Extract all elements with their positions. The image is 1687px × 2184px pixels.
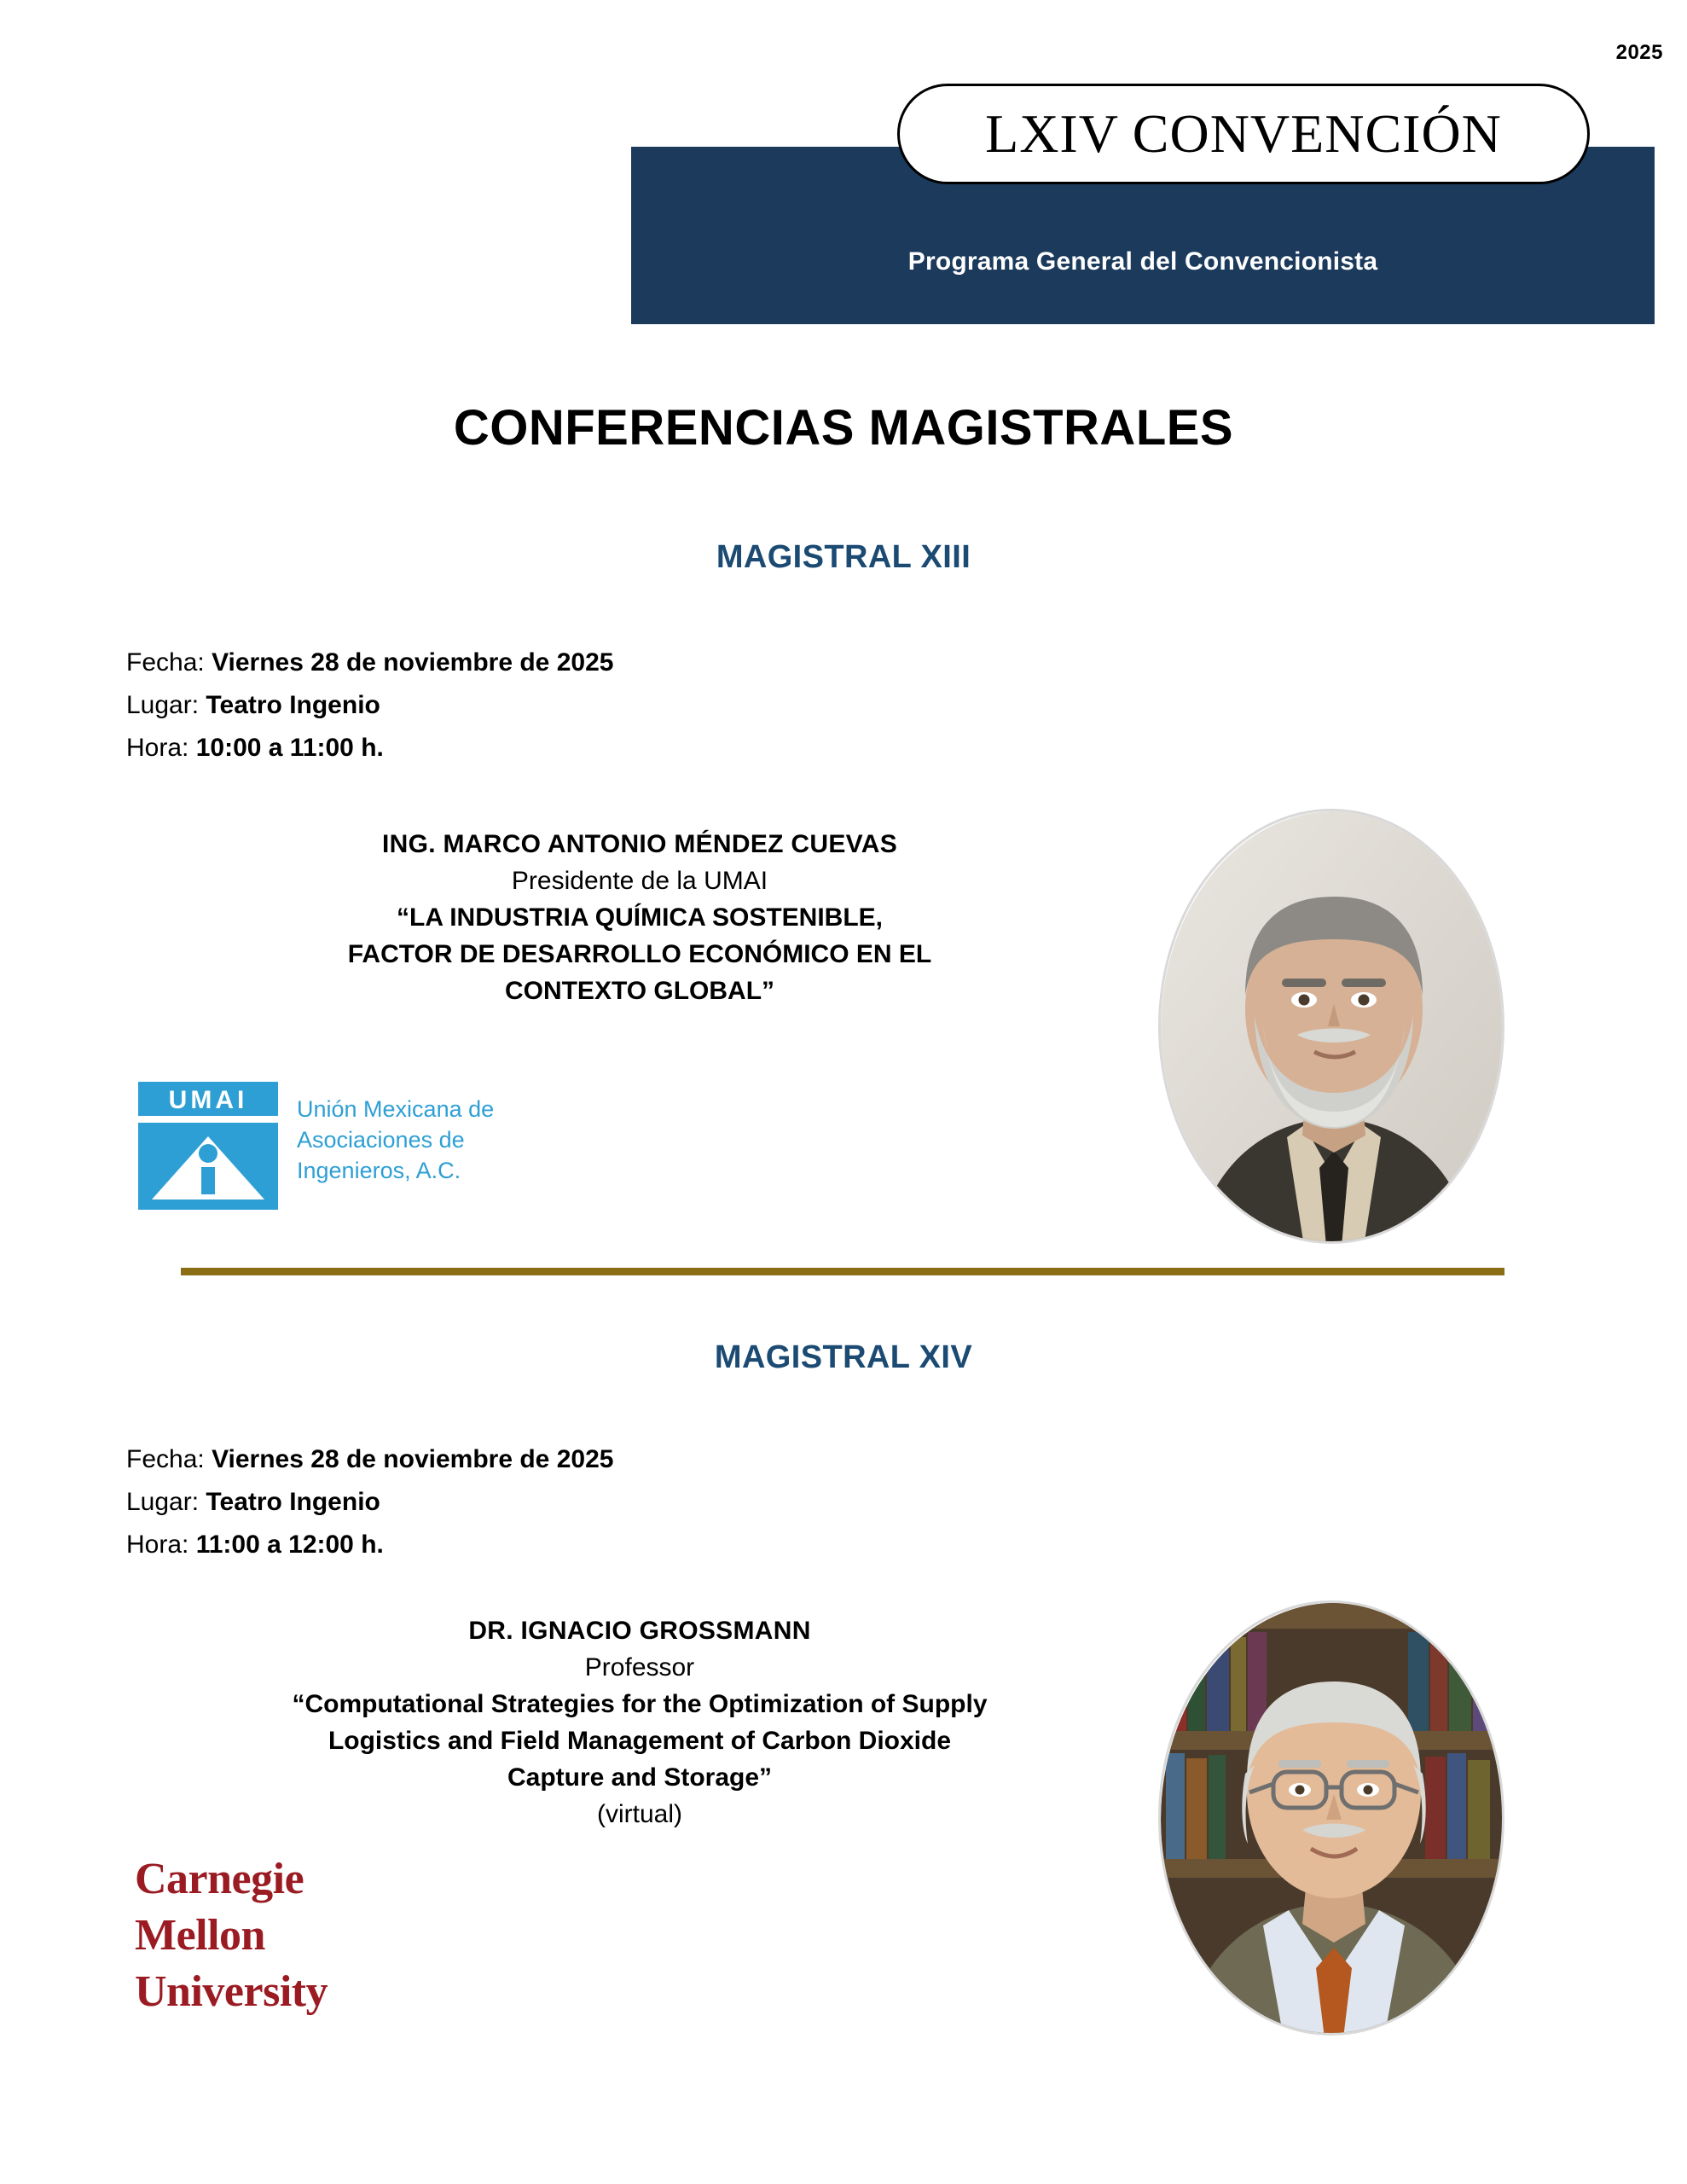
date-value: Viernes 28 de noviembre de 2025 — [212, 1445, 614, 1473]
speaker-name-xiv: DR. IGNACIO GROSSMANN — [468, 1617, 811, 1645]
svg-text:UMAI: UMAI — [168, 1086, 248, 1114]
speaker-talk-line2-xiii: FACTOR DE DESARROLLO ECONÓMICO EN EL — [347, 940, 932, 968]
time-value: 11:00 a 12:00 h. — [195, 1531, 384, 1559]
speaker-talk-line1-xiii: “LA INDUSTRIA QUÍMICA SOSTENIBLE, — [397, 903, 883, 932]
umai-line2: Asociaciones de — [297, 1127, 465, 1153]
speaker-talk-line1-xiv: “Computational Strategies for the Optimization of Supply — [292, 1690, 988, 1718]
place-label: Lugar: — [126, 1488, 206, 1516]
session-meta-xiii — [126, 642, 613, 770]
speaker-photo-xiv — [1158, 1600, 1504, 2036]
session-meta-xiv — [126, 1438, 613, 1566]
session-place-xiv — [126, 1481, 613, 1524]
session-date-xiv — [126, 1438, 613, 1481]
section-title-magistral-xiv: MAGISTRAL XIV — [714, 1339, 973, 1375]
speaker-talk-line3-xiii: CONTEXTO GLOBAL” — [504, 977, 775, 1005]
date-label: Fecha: — [126, 648, 212, 677]
section-divider — [181, 1268, 1504, 1275]
date-label: Fecha: — [126, 1445, 212, 1473]
speaker-role-xiv: Professor — [584, 1653, 695, 1682]
time-value: 10:00 a 11:00 h. — [195, 734, 384, 762]
cmu-line1: Carnegie — [135, 1855, 304, 1903]
place-value: Teatro Ingenio — [206, 1488, 380, 1516]
session-time-xiii — [126, 727, 613, 770]
session-place-xiii — [126, 684, 613, 727]
speaker-role-xiii: Presidente de la UMAI — [511, 867, 768, 895]
umai-logo-mark — [136, 1082, 280, 1210]
header-title-pill — [897, 84, 1590, 184]
carnegie-mellon-logo — [135, 1851, 442, 2022]
place-value: Teatro Ingenio — [206, 691, 380, 719]
speaker-photo-xiii — [1158, 809, 1504, 1244]
page-title: CONFERENCIAS MAGISTRALES — [453, 400, 1234, 456]
year-label: 2025 — [1615, 41, 1663, 64]
speaker-photo-xiv-image — [1161, 1603, 1504, 2036]
speaker-photo-xiii-image — [1161, 811, 1504, 1244]
time-label: Hora: — [126, 734, 196, 762]
time-label: Hora: — [126, 1531, 196, 1559]
cmu-line3: University — [135, 1967, 328, 2016]
umai-logo-text — [297, 1094, 494, 1186]
umai-logo — [136, 1082, 580, 1210]
umai-line3: Ingenieros, A.C. — [297, 1158, 461, 1183]
umai-line1: Unión Mexicana de — [297, 1096, 495, 1122]
header-title: LXIV CONVENCIÓN — [985, 103, 1502, 164]
speaker-name-xiii: ING. MARCO ANTONIO MÉNDEZ CUEVAS — [381, 830, 898, 858]
date-value: Viernes 28 de noviembre de 2025 — [212, 648, 614, 677]
section-title-magistral-xiii: MAGISTRAL XIII — [716, 539, 971, 575]
speaker-block-xiv — [162, 1612, 1117, 1833]
header-subtitle: Programa General del Convencionista — [907, 247, 1378, 276]
session-time-xiv — [126, 1524, 613, 1566]
place-label: Lugar: — [126, 691, 206, 719]
speaker-block-xiii — [162, 826, 1117, 1009]
speaker-talk-line2-xiv: Logistics and Field Management of Carbon Dioxide — [328, 1727, 952, 1755]
speaker-talk-line3-xiv: Capture and Storage” — [507, 1763, 773, 1792]
session-date-xiii — [126, 642, 613, 684]
speaker-note-xiv: (virtual) — [596, 1800, 682, 1828]
cmu-line2: Mellon — [135, 1911, 265, 1960]
